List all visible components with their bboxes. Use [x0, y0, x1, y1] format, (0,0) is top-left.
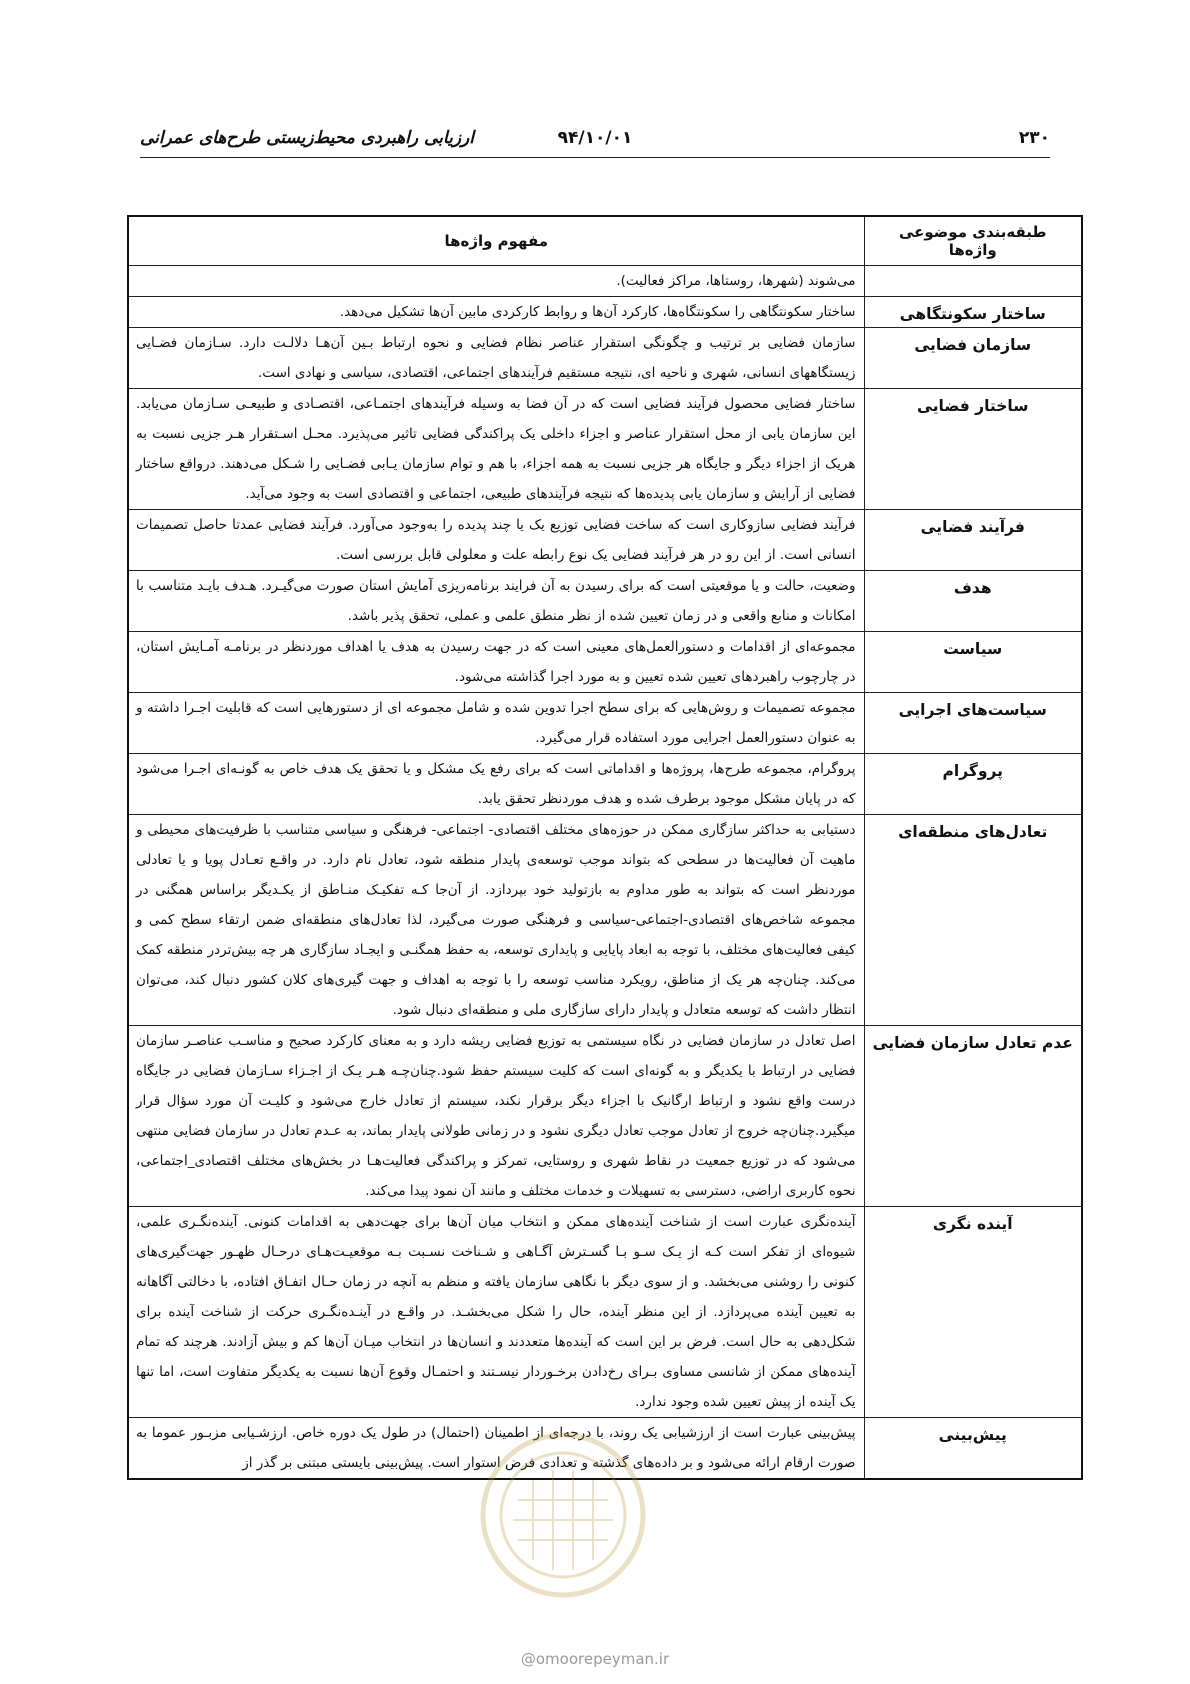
header-date: ۹۴/۱۰/۰۱	[557, 128, 633, 148]
table-row	[128, 632, 1082, 693]
definition-cell: سازمان فضایی بر ترتیب و چگونگی استقرار عناصر نظام فضایی و نحوه ارتباط بـین آن‌هـا دلالـت دارد. سـازمان فضـایی زیستگاههای انسانی، شهری و ناحیه ای، نتیجه مستقیم فرآیندهای اجتماعی، اقتصادی، سیاسی و نهادی است.	[128, 328, 864, 389]
definition-cell: می‌شوند (شهرها، روستاها، مراکز فعالیت).	[128, 266, 864, 297]
page-number: ۲۳۰	[1018, 128, 1050, 148]
term-cell: عدم تعادل سازمان فضایی	[864, 1026, 1082, 1207]
table-row	[128, 1418, 1082, 1480]
header-rule	[140, 157, 1050, 158]
term-cell: آینده نگری	[864, 1207, 1082, 1418]
table-row	[128, 297, 1082, 328]
definition-cell: ساختار فضایی محصول فرآیند فضایی است که در آن فضا به وسیله فرآیندهای اجتمـاعی، اقتصـادی و طبیعـی سـازمان می‌یابد. این سازمان یابی از محل استقرار عناصر و اجزاء داخلی یک پراکندگی فضایی تاثیر می‌پذیرد. محـل اسـتقرار هـر جزیی نسبت به هریک از اجزاء دیگر و جایگاه هر جزیی نسبت به همه اجزاء، با هم و توام سازمان یـابی فضـایی را شـکل می‌دهند. درواقع ساختار فضایی از آرایش و سازمان یابی پدیده‌ها که نتیجه فرآیندهای طبیعی، اجتماعی و اقتصادی است به وجود می‌آید.	[128, 389, 864, 510]
table-row	[128, 266, 1082, 297]
definition-cell: دستیابی به حداکثر سازگاری ممکن در حوزه‌های مختلف اقتصادی- اجتماعی- فرهنگی و سیاسی متناسب با ظرفیت‌های محیطی و ماهیت آن فعالیت‌ها در سطحی که بتواند موجب توسعه‌ی پایدار منطقه شود، تعادل نام دارد. در واقـع تعـادل پویا و یا تعادلی مورد‌نظر است که بتواند به طور مداوم به بازتولید خود بپردازد. از آن‌جا کـه تفکیـک منـاطق از یکـدیگر براساس همگنی در مجموعه شاخص‌های اقتصادی-اجتماعی-سیاسی و فرهنگی صورت می‌گیرد، لذا تعادل‌های منطقه‌ای ضمن ارتقاء سطح کمی و کیفی فعالیت‌های مختلف، با توجه به ابعاد پایایی و پایداری توسعه، به حفظ همگنـی و ایجـاد سازگاری هر چه بیش‌تردر منطقه کمک می‌کند. چنان‌چه هر یک از مناطق، رویکرد مناسب توسعه را با توجه به اهداف و جهت گیری‌های کلان کشور دنبال کند، می‌توان انتظار داشت که توسعه متعادل و پایدار دارای سازگاری ملی و منطقه‌ای دنبال شود.	[128, 815, 864, 1026]
table-row	[128, 571, 1082, 632]
table-row	[128, 510, 1082, 571]
definition-cell: وضعیت، حالت و یا موقعیتی است که برای رسیدن به آن فرایند برنامه‌ریزی آمایش استان صورت می‌گیـرد. هـدف بایـد متناسب با امکانات و منابع واقعی و در زمان تعیین شده از نظر منطق علمی و عملی، تحقق پذیر باشد.	[128, 571, 864, 632]
term-cell	[864, 266, 1082, 297]
term-cell: سیاست	[864, 632, 1082, 693]
table-row	[128, 389, 1082, 510]
running-title: ارزیابی راهبردی محیط‌زیستی طرح‌های عمرانی	[140, 128, 474, 148]
page-header	[140, 124, 1050, 158]
definition-cell: فرآیند فضایی سازوکاری است که ساخت فضایی توزیع یک یا چند پدیده را به‌وجود می‌آورد. فرآیند فضایی عمدتا حاصل تصمیمات انسانی است. از این رو در هر فرآیند فضایی یک نوع رابطه علت و معلولی قابل بررسی است.	[128, 510, 864, 571]
table-row	[128, 1207, 1082, 1418]
term-cell: هدف	[864, 571, 1082, 632]
table-row	[128, 815, 1082, 1026]
column-header-category: طبقه‌بندی موضوعی واژه‌ها	[864, 216, 1082, 266]
table-row	[128, 693, 1082, 754]
table-row	[128, 328, 1082, 389]
definition-cell: مجموعه‌ای از اقدامات و دستورالعمل‌های معینی است که در جهت رسیدن به هدف یا اهداف مورد‌نظر در برنامـه آمـایش استان، در چارچوب راهبردهای تعیین شده تعیین و به مورد اجرا گذاشته می‌شود.	[128, 632, 864, 693]
term-cell: سیاست‌های اجرایی	[864, 693, 1082, 754]
table-row	[128, 1026, 1082, 1207]
definition-cell: آینده‌نگری عبارت است از شناخت آینده‌های ممکن و انتخاب میان آن‌ها برای جهت‌دهی به اقدامات کنونی. آینده‌نگـری علمی، شیوه‌ای از تفکر است کـه از یـک سـو بـا گسـترش آگـاهی و شـناخت نسـبت بـه موقعیـت‌هـای درحـال ظهـور جهت‌گیری‌های کنونی را روشنی می‌بخشد. و از سوی دیگر با نگاهی سازمان یافته و منظم به آنچه در زمان حـال اتفـاق افتاده، با دخالتی آگاهانه به تعیین آینده می‌پردازد. از این منظر آینده، حال را شکل می‌بخشـد. در واقـع در آینـده‌نگـری حرکت از شناخت آینده برای شکل‌دهی به حال است. فرض بر این است که آینده‌ها متعددند و انسان‌ها در انتخاب میـان آن‌ها کم و بیش آزادند. هرچند که تمام آینده‌های ممکن از شانسی مساوی بـرای رخ‌دادن برخـوردار نیسـتند و احتمـال وقوع آن‌ها نسبت به یکدیگر متفاوت است، اما تنها یک آینده از پیش تعیین شده وجود ندارد.	[128, 1207, 864, 1418]
table-header-row	[128, 216, 1082, 266]
footer-watermark: @omoorepeyman.ir	[520, 1650, 670, 1668]
term-cell: ساختار فضایی	[864, 389, 1082, 510]
term-cell: تعادل‌های منطقه‌ای	[864, 815, 1082, 1026]
term-cell: فرآیند فضایی	[864, 510, 1082, 571]
table-row	[128, 754, 1082, 815]
definition-cell: مجموعه تصمیمات و روش‌هایی که برای سطح اجرا تدوین شده و شامل مجموعه ای از دستورهایی است که قابلیت اجـرا داشته و به عنوان دستورالعمل اجرایی مورد استفاده قرار می‌گیرد.	[128, 693, 864, 754]
definition-cell: پروگرام، مجموعه طرح‌ها، پروژه‌ها و اقداماتی است که برای رفع یک مشکل و یا تحقق یک هدف خاص به گونـه‌ای اجـرا می‌شود که در پایان مشکل موجود برطرف شده و هدف مورد‌نظر تحقق یابد.	[128, 754, 864, 815]
definition-cell: پیش‌بینی عبارت است از ارزشیابی یک روند، با درجه‌ای از اطمینان (احتمال) در طول یک دوره خاص. ارزشـیابی مزبـور عموما به صورت ارقام ارائه می‌شود و بر داده‌های گذشته و تعدادی فرض استوار است. پیش‌بینی بایستی مبتنی بر گذر از	[128, 1418, 864, 1480]
term-cell: پیش‌بینی	[864, 1418, 1082, 1480]
glossary-table	[127, 215, 1083, 1480]
term-cell: سازمان فضایی	[864, 328, 1082, 389]
term-cell: ساختار سکونتگاهی	[864, 297, 1082, 328]
definition-cell: اصل تعادل در سازمان فضایی در نگاه سیستمی به توزیع فضایی ریشه دارد و به معنای کارکرد صحیح و مناسـب عناصـر سازمان فضایی در ارتباط با یکدیگر و به گونه‌ای است که کلیت سیستم حفظ شود.چنان‌چـه هـر یـک از اجـزاء سـازمان فضایی در جایگاه درست واقع نشود و ارتباط ارگانیک با اجزاء دیگر برقرار نکند، سیستم از تعادل خارج می‌شود و کلیـت آن مورد سؤال قرار میگیرد.چنان‌چه خروج از تعادل موجب تعادل دیگری نشود و در زمانی طولانی پایدار بماند، به عـدم تعادل در سازمان فضایی منتهی می‌شود که در توزیع جمعیت در نقاط شهری و روستایی، تمرکز و پراکندگی فعالیت‌هـا در بخش‌های مختلف اقتصادی_اجتماعی، نحوه کاربری اراضی، دسترسی به تسهیلات و خدمات مختلف و مانند آن نمود پیدا می‌کند.	[128, 1026, 864, 1207]
column-header-definition: مفهوم واژه‌ها	[128, 216, 864, 266]
definition-cell: ساختار سکونتگاهی را سکونتگاه‌ها، کارکرد آن‌ها و روابط کارکردی مابین آن‌ها تشکیل می‌دهد.	[128, 297, 864, 328]
term-cell: پروگرام	[864, 754, 1082, 815]
